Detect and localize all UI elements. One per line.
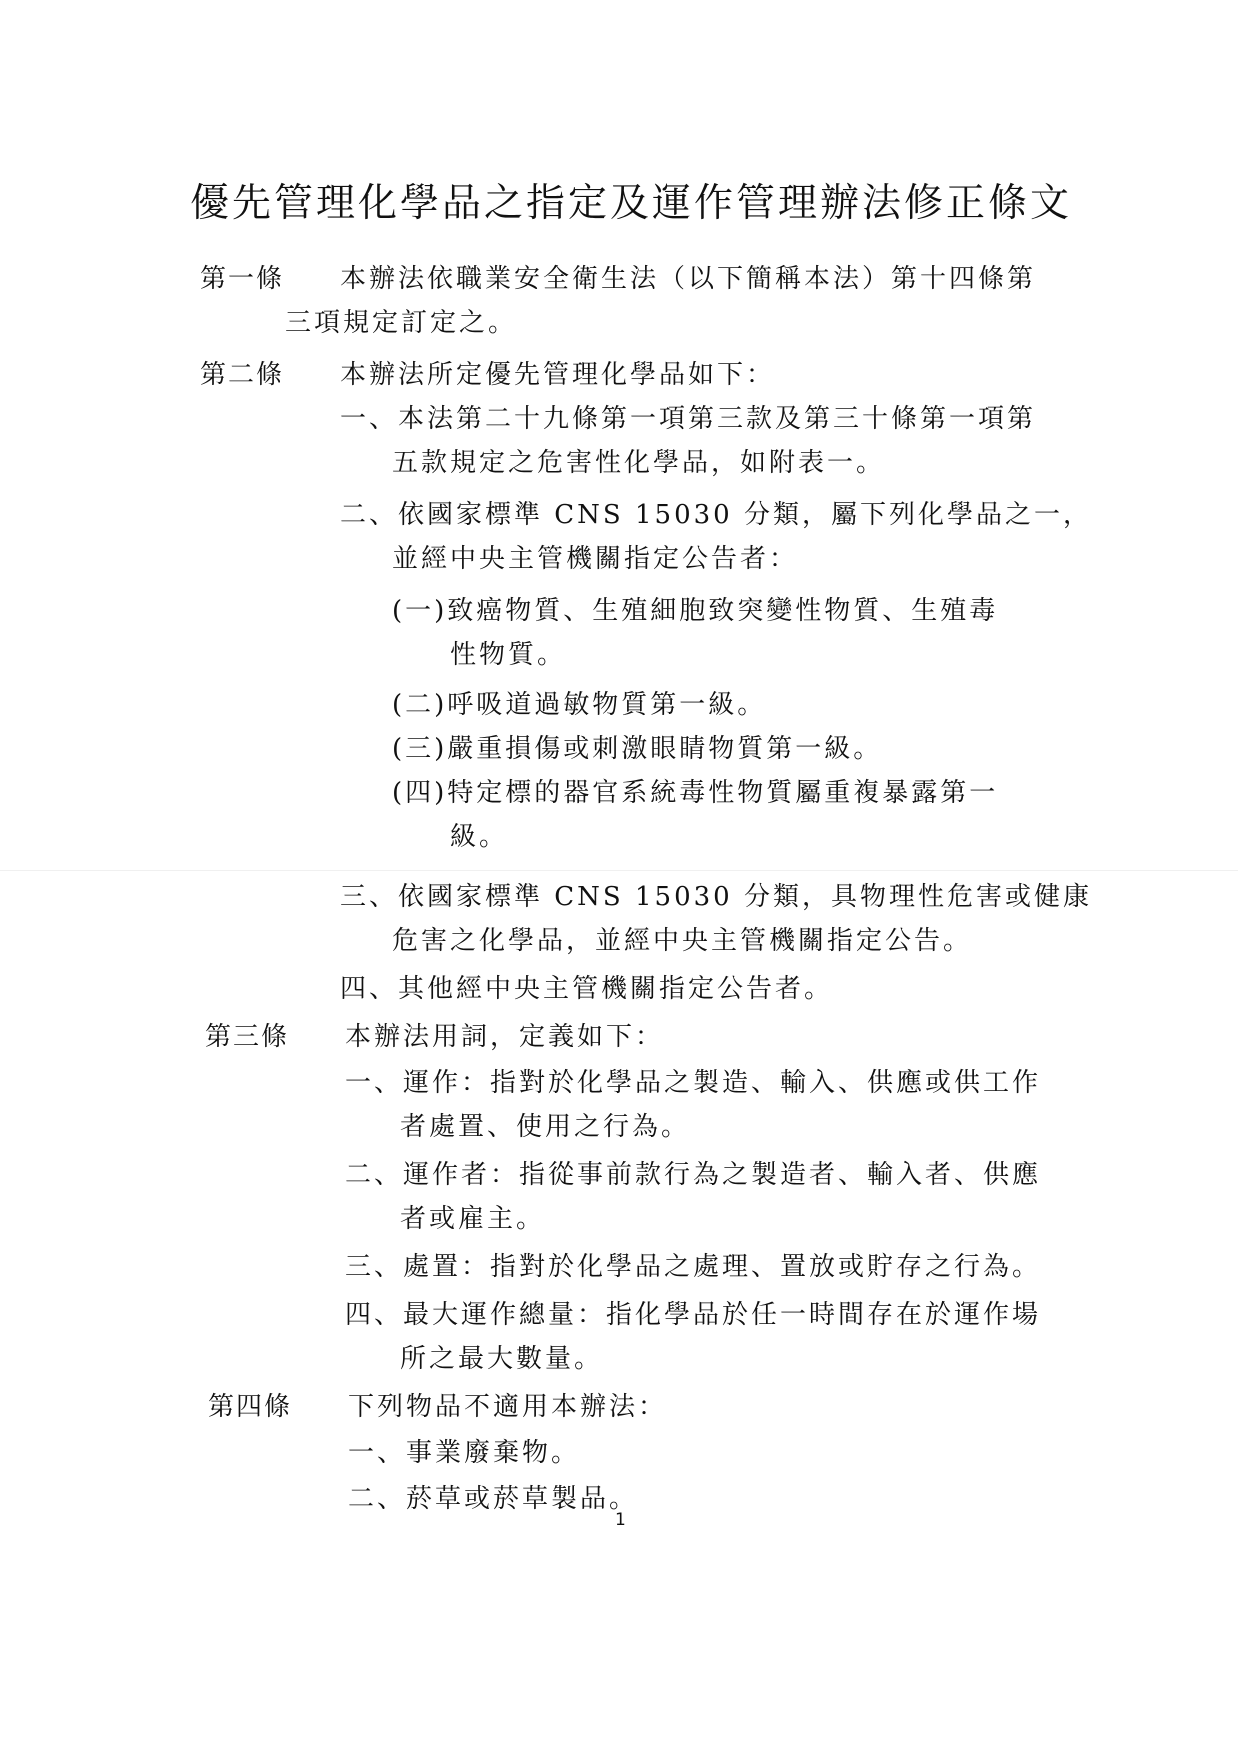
article-2-item-1-line-2: 五款規定之危害性化學品，如附表一。 bbox=[392, 448, 886, 478]
article-2-item-2-line-2: 並經中央主管機關指定公告者： bbox=[392, 544, 799, 574]
article-3-item-1-line-2: 者處置、使用之行為。 bbox=[400, 1112, 691, 1142]
article-2-subitem-1-line-1: (一)致癌物質、生殖細胞致突變性物質、生殖毒 bbox=[392, 596, 999, 626]
article-1-line-2: 三項規定訂定之。 bbox=[285, 308, 518, 338]
article-4-intro: 下列物品不適用本辦法： bbox=[348, 1392, 668, 1422]
article-3-item-4-line-1: 四、最大運作總量：指化學品於任一時間存在於運作場 bbox=[345, 1300, 1042, 1330]
article-3-item-4-line-2: 所之最大數量。 bbox=[400, 1344, 604, 1374]
article-4-label: 第四條 bbox=[208, 1392, 293, 1422]
document-title: 優先管理化學品之指定及運作管理辦法修正條文 bbox=[190, 181, 1073, 226]
article-3-item-1-line-1: 一、運作：指對於化學品之製造、輸入、供應或供工作 bbox=[345, 1068, 1042, 1098]
article-1-line-1: 本辦法依職業安全衛生法（以下簡稱本法）第十四條第 bbox=[340, 264, 1037, 294]
article-3-label: 第三條 bbox=[205, 1022, 290, 1052]
article-2-item-2-line-1: 二、依國家標準 CNS 15030 分類，屬下列化學品之一， bbox=[340, 500, 1092, 530]
article-2-subitem-3: (三)嚴重損傷或刺激眼睛物質第一級。 bbox=[392, 734, 883, 764]
article-3-intro: 本辦法用詞，定義如下： bbox=[345, 1022, 665, 1052]
page-number: 1 bbox=[615, 1510, 626, 1530]
article-4-item-1: 一、事業廢棄物。 bbox=[348, 1438, 581, 1468]
article-3-item-3: 三、處置：指對於化學品之處理、置放或貯存之行為。 bbox=[345, 1252, 1042, 1282]
article-2-item-4: 四、其他經中央主管機關指定公告者。 bbox=[340, 974, 834, 1004]
article-2-item-3-line-1: 三、依國家標準 CNS 15030 分類，具物理性危害或健康 bbox=[340, 882, 1092, 912]
article-3-item-2-line-2: 者或雇主。 bbox=[400, 1204, 546, 1234]
article-3-item-2-line-1: 二、運作者：指從事前款行為之製造者、輸入者、供應 bbox=[345, 1160, 1042, 1190]
article-2-subitem-4-line-1: (四)特定標的器官系統毒性物質屬重複暴露第一 bbox=[392, 778, 999, 808]
article-2-subitem-1-line-2: 性物質。 bbox=[450, 640, 567, 670]
article-1-label: 第一條 bbox=[200, 264, 285, 294]
article-2-label: 第二條 bbox=[200, 360, 285, 390]
article-2-subitem-4-line-2: 級。 bbox=[450, 822, 509, 852]
article-4-item-2: 二、菸草或菸草製品。 bbox=[348, 1484, 639, 1514]
article-2-subitem-2: (二)呼吸道過敏物質第一級。 bbox=[392, 690, 767, 720]
article-2-item-3-line-2: 危害之化學品，並經中央主管機關指定公告。 bbox=[392, 926, 973, 956]
article-2-item-1-line-1: 一、本法第二十九條第一項第三款及第三十條第一項第 bbox=[340, 404, 1037, 434]
article-2-intro: 本辦法所定優先管理化學品如下： bbox=[340, 360, 776, 390]
scan-fold-line bbox=[0, 870, 1238, 871]
